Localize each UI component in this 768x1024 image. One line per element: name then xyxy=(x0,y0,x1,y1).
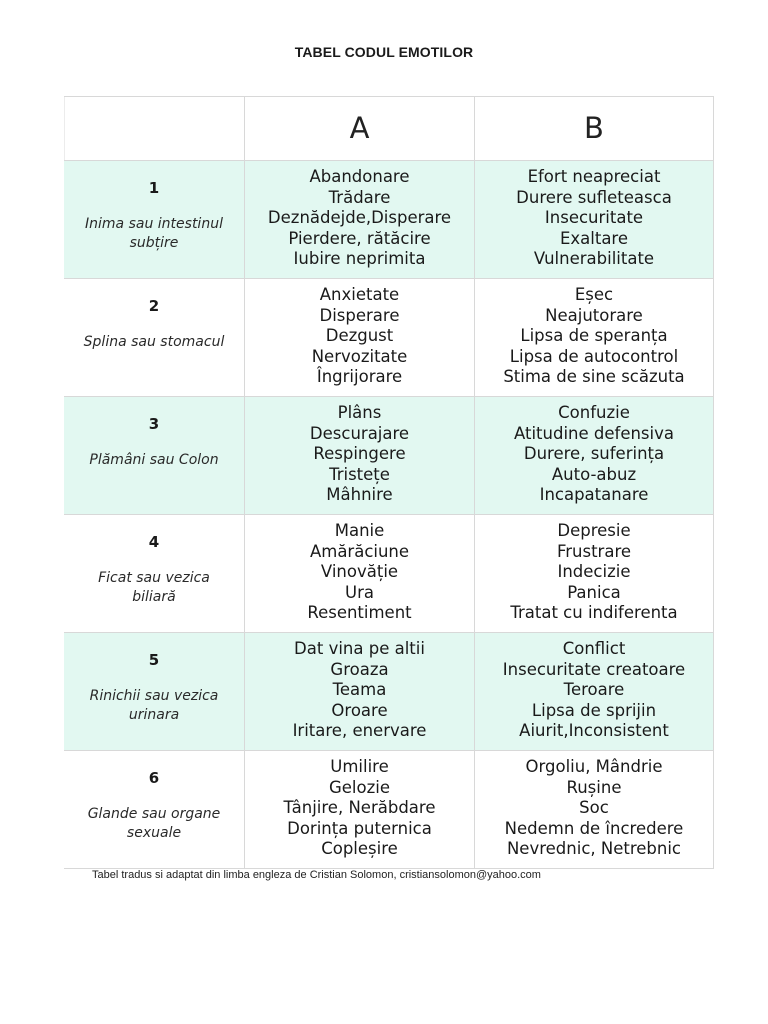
emotion-item: Manie xyxy=(334,521,385,540)
emotion-item: Respingere xyxy=(313,444,406,464)
emotion-item: Aiurit,Inconsistent xyxy=(519,721,669,741)
row-number: 3 xyxy=(148,415,160,433)
organ-cell xyxy=(64,161,244,278)
column-b-cell xyxy=(474,397,713,514)
row-number: 6 xyxy=(148,769,160,787)
emotion-item: Teama xyxy=(332,680,387,700)
emotion-item: Rușine xyxy=(566,777,622,797)
emotion-list xyxy=(475,633,713,742)
column-b-cell xyxy=(474,515,713,632)
emotion-list xyxy=(475,279,713,388)
organ-name: Ficat sau vezica biliară xyxy=(98,570,210,605)
page-title: TABEL CODUL EMOTILOR xyxy=(294,44,474,60)
emotion-item: Nervozitate xyxy=(311,346,408,366)
column-a-cell xyxy=(244,633,474,750)
emotion-item: Anxietate xyxy=(319,285,400,304)
emotion-item: Frustrare xyxy=(556,541,632,561)
organ-name: Glande sau organe sexuale xyxy=(87,806,221,841)
emotion-item: Oroare xyxy=(331,700,388,720)
emotion-list xyxy=(245,751,474,860)
emotion-item: Panica xyxy=(567,582,621,602)
column-b-cell xyxy=(474,279,713,396)
emotion-item: Îngrijorare xyxy=(316,367,403,387)
emotion-item: Depresie xyxy=(557,521,631,540)
table-body xyxy=(64,161,713,869)
emotion-item: Dorința puternica xyxy=(287,818,432,838)
table-row xyxy=(64,515,713,633)
emotion-item: Trădare xyxy=(328,187,391,207)
emotion-item: Tratat cu indiferenta xyxy=(510,603,678,623)
emotion-list xyxy=(245,279,474,388)
emotion-item: Teroare xyxy=(563,680,625,700)
table-header-row xyxy=(64,97,713,161)
emotion-item: Soc xyxy=(579,798,609,818)
column-a-header: A xyxy=(244,97,474,160)
emotion-item: Descurajare xyxy=(309,423,410,443)
column-a-cell xyxy=(244,161,474,278)
emotion-item: Tânjire, Nerăbdare xyxy=(283,798,436,818)
emotion-item: Abandonare xyxy=(309,167,410,186)
column-b-cell xyxy=(474,751,713,868)
row-number: 2 xyxy=(148,297,160,315)
organ-name: Inima sau intestinul subțire xyxy=(85,216,223,251)
emotion-list xyxy=(245,515,474,624)
row-number: 4 xyxy=(148,533,160,551)
emotion-item: Mâhnire xyxy=(326,485,393,505)
emotion-item: Indecizie xyxy=(557,562,631,582)
emotion-item: Disperare xyxy=(319,305,400,325)
organ-name: Rinichii sau vezica urinara xyxy=(89,688,219,723)
emotion-item: Ura xyxy=(345,582,374,602)
emotion-list xyxy=(475,161,713,270)
emotion-item: Efort neapreciat xyxy=(527,167,661,186)
emotion-item: Auto-abuz xyxy=(551,464,637,484)
organ-cell xyxy=(64,751,244,868)
emotion-item: Deznădejde,Disperare xyxy=(267,208,452,228)
table-row xyxy=(64,633,713,751)
organ-cell xyxy=(64,633,244,750)
column-b-cell xyxy=(474,633,713,750)
emotion-item: Confuzie xyxy=(558,403,630,422)
emotion-item: Nevrednic, Netrebnic xyxy=(506,839,682,859)
emotion-item: Conflict xyxy=(562,639,626,658)
column-a-cell xyxy=(244,397,474,514)
emotion-item: Nedemn de încredere xyxy=(504,818,684,838)
emotion-item: Plâns xyxy=(337,403,382,422)
emotion-item: Vulnerabilitate xyxy=(533,249,655,269)
row-number: 1 xyxy=(148,179,160,197)
emotion-item: Groaza xyxy=(330,659,389,679)
footer-credit: Tabel tradus si adaptat din limba engleza de Cristian Solomon, cristiansolomon@yahoo.com xyxy=(92,869,541,881)
emotion-item: Incapatanare xyxy=(539,485,649,505)
column-a-cell xyxy=(244,751,474,868)
emotion-item: Amărăciune xyxy=(309,541,410,561)
emotion-list xyxy=(475,751,713,860)
emotion-item: Vinovăție xyxy=(320,562,399,582)
emotion-item: Resentiment xyxy=(307,603,412,623)
row-number: 5 xyxy=(148,651,160,669)
organ-cell xyxy=(64,515,244,632)
emotion-code-table xyxy=(64,96,714,869)
table-row xyxy=(64,279,713,397)
emotion-item: Neajutorare xyxy=(545,305,643,325)
emotion-item: Lipsa de sprijin xyxy=(531,700,657,720)
emotion-item: Exaltare xyxy=(559,228,629,248)
emotion-list xyxy=(245,397,474,506)
emotion-item: Dezgust xyxy=(325,326,394,346)
emotion-item: Eșec xyxy=(574,285,614,304)
emotion-item: Dat vina pe altii xyxy=(294,639,425,658)
table-row xyxy=(64,161,713,279)
emotion-list xyxy=(245,633,474,742)
emotion-item: Durere, suferința xyxy=(523,444,665,464)
table-row xyxy=(64,397,713,515)
organ-cell xyxy=(64,279,244,396)
emotion-item: Orgoliu, Mândrie xyxy=(525,757,663,776)
header-corner-cell xyxy=(64,97,244,160)
emotion-item: Copleșire xyxy=(321,839,398,859)
emotion-item: Tristețe xyxy=(329,464,390,484)
table-row xyxy=(64,751,713,869)
column-a-cell xyxy=(244,515,474,632)
emotion-item: Insecuritate xyxy=(544,208,644,228)
emotion-item: Atitudine defensiva xyxy=(514,423,674,443)
column-b-cell xyxy=(474,161,713,278)
emotion-item: Lipsa de speranța xyxy=(520,326,668,346)
organ-cell xyxy=(64,397,244,514)
organ-name: Splina sau stomacul xyxy=(83,334,225,350)
emotion-item: Gelozie xyxy=(328,777,390,797)
column-b-header: B xyxy=(474,97,713,160)
emotion-list xyxy=(475,515,713,624)
emotion-item: Lipsa de autocontrol xyxy=(509,346,679,366)
column-a-cell xyxy=(244,279,474,396)
emotion-list xyxy=(245,161,474,270)
emotion-list xyxy=(475,397,713,506)
emotion-item: Stima de sine scăzuta xyxy=(503,367,685,387)
organ-name: Plămâni sau Colon xyxy=(89,452,219,468)
emotion-item: Umilire xyxy=(330,757,389,776)
emotion-item: Iritare, enervare xyxy=(292,721,427,741)
emotion-item: Insecuritate creatoare xyxy=(502,659,686,679)
emotion-item: Iubire neprimita xyxy=(293,249,426,269)
emotion-item: Pierdere, rătăcire xyxy=(288,228,431,248)
emotion-item: Durere sufleteasca xyxy=(516,187,672,207)
